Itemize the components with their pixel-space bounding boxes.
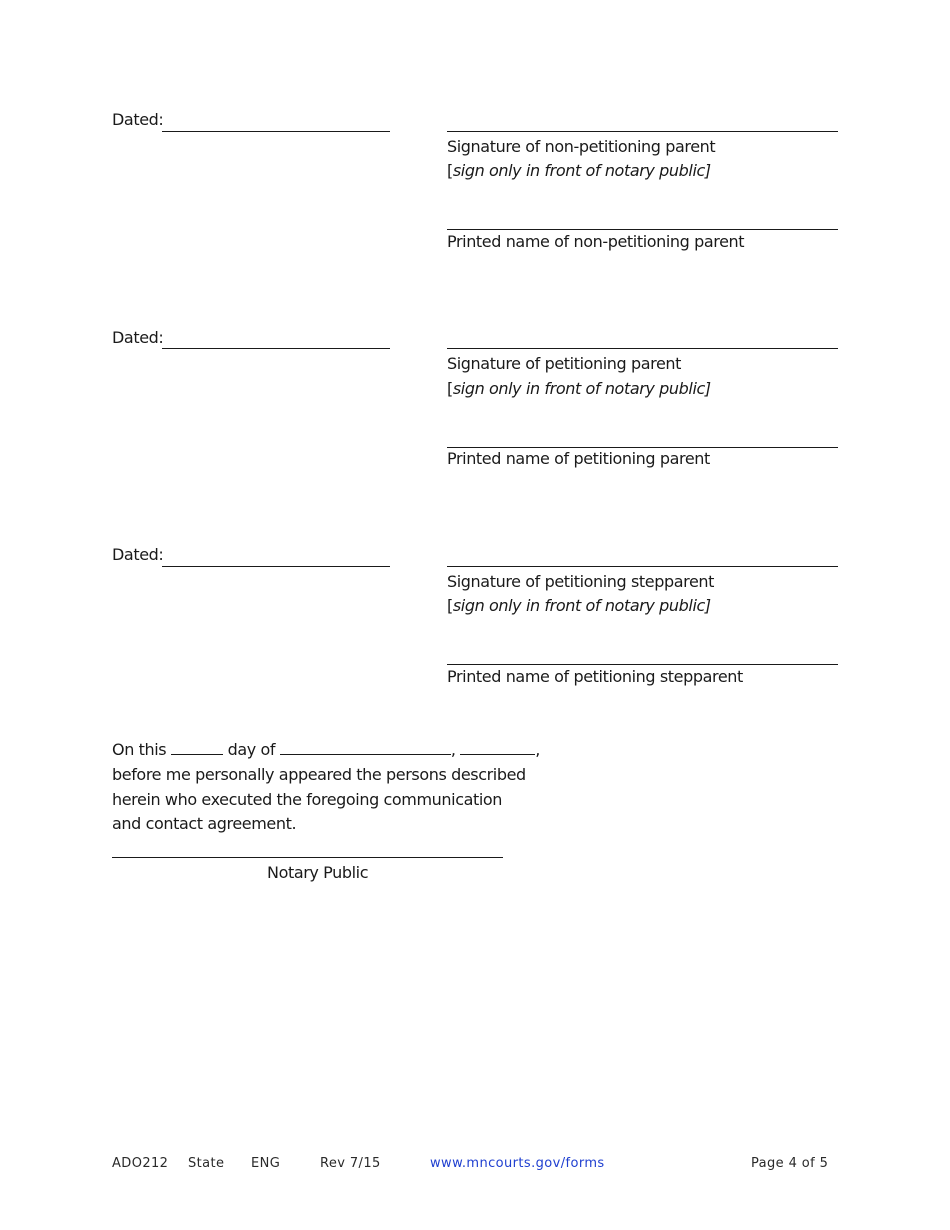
signature-caption: Signature of petitioning parent (447, 354, 682, 373)
jurisdiction: State (188, 1156, 225, 1171)
language: ENG (251, 1156, 281, 1171)
dated-field[interactable] (162, 131, 390, 132)
notary-public-label: Notary Public (267, 863, 369, 882)
dated-field[interactable] (162, 566, 390, 567)
month-field[interactable] (280, 738, 451, 755)
notary-line-3: herein who executed the foregoing communication (112, 790, 503, 809)
sign-note: [sign only in front of notary public] (447, 596, 711, 615)
forms-link[interactable]: www.mncourts.gov/forms (430, 1156, 605, 1171)
signature-field[interactable] (447, 348, 838, 349)
printed-name-caption: Printed name of petitioning stepparent (447, 667, 743, 686)
signature-field[interactable] (447, 131, 838, 132)
dated-field[interactable] (162, 348, 390, 349)
dated-label: Dated: (112, 545, 164, 564)
revision: Rev 7/15 (320, 1156, 381, 1171)
year-field[interactable] (460, 738, 535, 755)
printed-name-caption: Printed name of non-petitioning parent (447, 232, 745, 251)
signature-field[interactable] (447, 566, 838, 567)
sign-note: [sign only in front of notary public] (447, 161, 711, 180)
sign-note: [sign only in front of notary public] (447, 379, 711, 398)
dated-label: Dated: (112, 110, 164, 129)
signature-caption: Signature of non-petitioning parent (447, 137, 716, 156)
forms-link-wrap (430, 1156, 605, 1171)
notary-line-1: On this day of , , (112, 740, 540, 759)
page-number: Page 4 of 5 (751, 1156, 829, 1171)
notary-line-4: and contact agreement. (112, 814, 297, 833)
form-code: ADO212 (112, 1156, 169, 1171)
notary-line-2: before me personally appeared the persons described (112, 765, 526, 784)
day-field[interactable] (171, 738, 223, 755)
dated-label: Dated: (112, 328, 164, 347)
signature-caption: Signature of petitioning stepparent (447, 572, 715, 591)
notary-signature-field[interactable] (112, 857, 503, 858)
printed-name-caption: Printed name of petitioning parent (447, 449, 710, 468)
